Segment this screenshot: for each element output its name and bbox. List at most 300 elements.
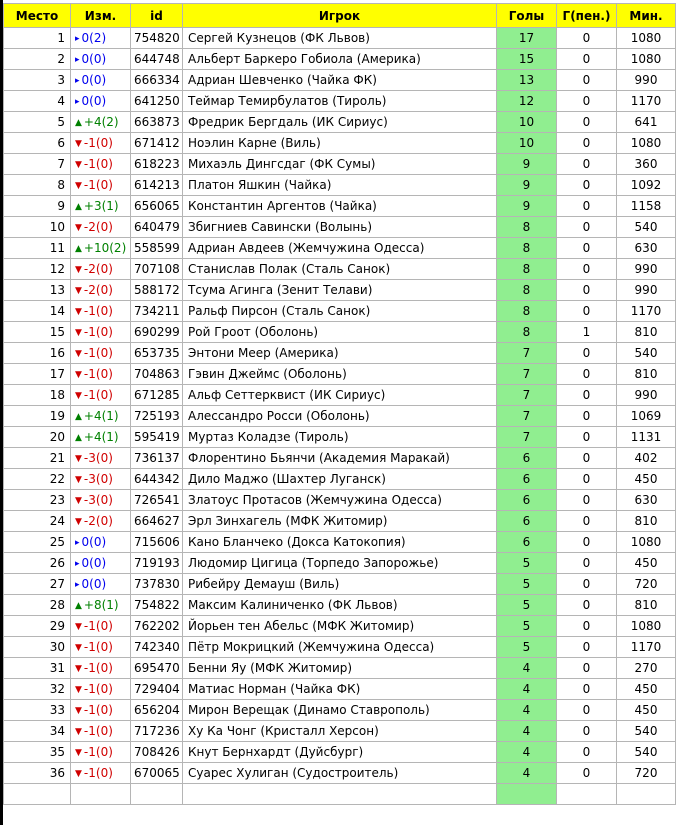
change-value: -1(0) xyxy=(83,766,113,780)
table-row xyxy=(4,658,676,679)
change-value: 0(0) xyxy=(81,94,107,108)
change-value: -1(0) xyxy=(83,703,113,717)
cell-minutes: 450 xyxy=(617,553,676,574)
table-row xyxy=(4,406,676,427)
cell-id: 653735 xyxy=(131,343,183,364)
arrow-up-icon: ▲ xyxy=(75,601,82,611)
table-row xyxy=(4,721,676,742)
cell-minutes: 810 xyxy=(617,595,676,616)
cell-id: 588172 xyxy=(131,280,183,301)
table-row xyxy=(4,637,676,658)
table-row xyxy=(4,553,676,574)
cell-change xyxy=(71,532,131,553)
cell-place: 20 xyxy=(4,427,71,448)
change-value: +4(1) xyxy=(83,409,119,423)
cell-id: 644748 xyxy=(131,49,183,70)
cell-minutes: 1170 xyxy=(617,91,676,112)
change-value: -1(0) xyxy=(83,724,113,738)
cell-id: 670065 xyxy=(131,763,183,784)
cell-player[interactable]: Йорьен тен Абельс (МФК Житомир) xyxy=(183,616,497,637)
cell-place: 5 xyxy=(4,112,71,133)
arrow-right-icon: ▸ xyxy=(75,580,80,590)
table-row xyxy=(4,70,676,91)
cell-goals: 6 xyxy=(497,469,557,490)
arrow-right-icon: ▸ xyxy=(75,538,80,548)
cell-player[interactable]: Людомир Цигица (Торпедо Запорожье) xyxy=(183,553,497,574)
cell-id: 717236 xyxy=(131,721,183,742)
table-row xyxy=(4,679,676,700)
cell-pen: 0 xyxy=(557,238,617,259)
cell-goals: 8 xyxy=(497,280,557,301)
cell-change xyxy=(71,448,131,469)
table-row xyxy=(4,616,676,637)
change-value: 0(0) xyxy=(81,556,107,570)
table-row xyxy=(4,322,676,343)
cell-player[interactable]: Фредрик Бергдаль (ИК Сириус) xyxy=(183,112,497,133)
cell-pen: 0 xyxy=(557,742,617,763)
cell-minutes: 630 xyxy=(617,238,676,259)
table-row xyxy=(4,154,676,175)
cell-player[interactable]: Бенни Яу (МФК Житомир) xyxy=(183,658,497,679)
cell-minutes: 641 xyxy=(617,112,676,133)
cell-player[interactable]: Альф Сеттерквист (ИК Сириус) xyxy=(183,385,497,406)
change-value: -3(0) xyxy=(83,451,113,465)
table-row xyxy=(4,49,676,70)
cell-pen: 0 xyxy=(557,112,617,133)
cell-place: 25 xyxy=(4,532,71,553)
cell-place: 3 xyxy=(4,70,71,91)
cell-id: 719193 xyxy=(131,553,183,574)
arrow-up-icon: ▲ xyxy=(75,433,82,443)
cell-pen: 0 xyxy=(557,427,617,448)
header-minutes[interactable]: Мин. xyxy=(617,4,676,28)
table-row xyxy=(4,574,676,595)
cell-change xyxy=(71,679,131,700)
cell-change xyxy=(71,763,131,784)
arrow-down-icon: ▼ xyxy=(75,769,82,779)
cell-goals: 8 xyxy=(497,322,557,343)
cell-goals: 15 xyxy=(497,49,557,70)
cell-change xyxy=(71,595,131,616)
cell-place: 23 xyxy=(4,490,71,511)
cell-place: 7 xyxy=(4,154,71,175)
cell-minutes: 720 xyxy=(617,763,676,784)
cell-pen: 0 xyxy=(557,511,617,532)
cell-pen: 0 xyxy=(557,616,617,637)
cell-player[interactable]: Суарес Хулиган (Судостроитель) xyxy=(183,763,497,784)
header-pen[interactable]: Г(пен.) xyxy=(557,4,617,28)
arrow-right-icon: ▸ xyxy=(75,55,80,65)
change-value: -1(0) xyxy=(83,682,113,696)
header-id[interactable]: id xyxy=(131,4,183,28)
cell-id: 663873 xyxy=(131,112,183,133)
change-value: -3(0) xyxy=(83,472,113,486)
cell-id: 695470 xyxy=(131,658,183,679)
arrow-up-icon: ▲ xyxy=(75,118,82,128)
cell-id: 671285 xyxy=(131,385,183,406)
cell-minutes: 360 xyxy=(617,154,676,175)
table-body xyxy=(4,28,676,805)
cell-goals: 17 xyxy=(497,28,557,49)
arrow-down-icon: ▼ xyxy=(75,286,82,296)
cell-id: 754822 xyxy=(131,595,183,616)
cell-goals: 9 xyxy=(497,175,557,196)
cell-change xyxy=(71,259,131,280)
cell-player[interactable]: Энтони Меер (Америка) xyxy=(183,343,497,364)
arrow-down-icon: ▼ xyxy=(75,454,82,464)
cell-player[interactable]: Максим Калиниченко (ФК Львов) xyxy=(183,595,497,616)
cell-player[interactable]: Ху Ка Чонг (Кристалл Херсон) xyxy=(183,721,497,742)
cell-goals: 9 xyxy=(497,196,557,217)
cell-goals: 10 xyxy=(497,133,557,154)
cell-change xyxy=(71,658,131,679)
arrow-down-icon: ▼ xyxy=(75,685,82,695)
arrow-down-icon: ▼ xyxy=(75,181,82,191)
cell-goals: 7 xyxy=(497,427,557,448)
cell-change xyxy=(71,217,131,238)
cell-pen: 0 xyxy=(557,553,617,574)
cell-minutes: 540 xyxy=(617,343,676,364)
arrow-down-icon: ▼ xyxy=(75,475,82,485)
cell-pen: 0 xyxy=(557,721,617,742)
cell-place: 9 xyxy=(4,196,71,217)
cell-goals: 6 xyxy=(497,448,557,469)
cell-player[interactable]: Адриан Авдеев (Жемчужина Одесса) xyxy=(183,238,497,259)
cell-player[interactable]: Кано Бланчеко (Докса Катокопия) xyxy=(183,532,497,553)
change-value: -1(0) xyxy=(83,346,113,360)
cell-minutes: 1170 xyxy=(617,301,676,322)
cell-goals: 4 xyxy=(497,658,557,679)
cell-minutes: 1158 xyxy=(617,196,676,217)
cell-minutes: 1080 xyxy=(617,28,676,49)
cell-id: 671412 xyxy=(131,133,183,154)
cell-goals: 4 xyxy=(497,763,557,784)
cell-goals: 4 xyxy=(497,679,557,700)
arrow-right-icon: ▸ xyxy=(75,34,80,44)
arrow-down-icon: ▼ xyxy=(75,223,82,233)
cell-goals: 5 xyxy=(497,553,557,574)
cell-pen: 0 xyxy=(557,154,617,175)
cell-place: 27 xyxy=(4,574,71,595)
cell-minutes: 1131 xyxy=(617,427,676,448)
cell-pen: 0 xyxy=(557,448,617,469)
change-value: -1(0) xyxy=(83,304,113,318)
change-value: +4(1) xyxy=(83,430,119,444)
cell-player[interactable]: Збигниев Савински (Волынь) xyxy=(183,217,497,238)
cell-player[interactable]: Златоус Протасов (Жемчужина Одесса) xyxy=(183,490,497,511)
cell-pen: 0 xyxy=(557,763,617,784)
cell-place: 34 xyxy=(4,721,71,742)
cell-change xyxy=(71,406,131,427)
cell-change xyxy=(71,70,131,91)
cell-goals: 4 xyxy=(497,742,557,763)
arrow-down-icon: ▼ xyxy=(75,370,82,380)
cell-player[interactable]: Пётр Мокрицкий (Жемчужина Одесса) xyxy=(183,637,497,658)
cell-player[interactable]: Эрл Зинхагель (МФК Житомир) xyxy=(183,511,497,532)
change-value: -1(0) xyxy=(83,388,113,402)
cell-place: 13 xyxy=(4,280,71,301)
cell-pen: 0 xyxy=(557,490,617,511)
cell-pen: 0 xyxy=(557,658,617,679)
cell-place: 32 xyxy=(4,679,71,700)
cell-minutes: 1170 xyxy=(617,637,676,658)
cell-pen: 0 xyxy=(557,385,617,406)
cell-change xyxy=(71,553,131,574)
cell-goals: 5 xyxy=(497,637,557,658)
cell-id: 666334 xyxy=(131,70,183,91)
cell-player[interactable]: Рибейру Демауш (Виль) xyxy=(183,574,497,595)
cell-minutes: 810 xyxy=(617,322,676,343)
change-value: 0(2) xyxy=(81,31,107,45)
cell-id: 640479 xyxy=(131,217,183,238)
cell-minutes: 990 xyxy=(617,259,676,280)
header-change[interactable]: Изм. xyxy=(71,4,131,28)
cell-id: 734211 xyxy=(131,301,183,322)
cell-place: 12 xyxy=(4,259,71,280)
cell-pen: 0 xyxy=(557,679,617,700)
table-row xyxy=(4,112,676,133)
cell-place: 24 xyxy=(4,511,71,532)
cell-player[interactable]: Флорентино Бьянчи (Академия Маракай) xyxy=(183,448,497,469)
cell-id: 558599 xyxy=(131,238,183,259)
change-value: -1(0) xyxy=(83,157,113,171)
cell-place: 15 xyxy=(4,322,71,343)
cell-minutes: 810 xyxy=(617,364,676,385)
cell-goals: 5 xyxy=(497,574,557,595)
cell-place: 17 xyxy=(4,364,71,385)
table-row xyxy=(4,595,676,616)
arrow-down-icon: ▼ xyxy=(75,139,82,149)
cell-player[interactable]: Гэвин Джеймс (Оболонь) xyxy=(183,364,497,385)
table-row xyxy=(4,301,676,322)
cell-goals: 4 xyxy=(497,721,557,742)
cell-minutes: 450 xyxy=(617,469,676,490)
cell-place: 21 xyxy=(4,448,71,469)
cell-place: 1 xyxy=(4,28,71,49)
cell-player[interactable]: Алессандро Росси (Оболонь) xyxy=(183,406,497,427)
cell-player[interactable]: Сергей Кузнецов (ФК Львов) xyxy=(183,28,497,49)
cell-pen: 0 xyxy=(557,343,617,364)
cell-goals: 8 xyxy=(497,238,557,259)
cell-minutes: 1092 xyxy=(617,175,676,196)
change-value: 0(0) xyxy=(81,52,107,66)
cell-minutes: 1080 xyxy=(617,49,676,70)
arrow-down-icon: ▼ xyxy=(75,496,82,506)
cell-id: 614213 xyxy=(131,175,183,196)
arrow-down-icon: ▼ xyxy=(75,307,82,317)
arrow-down-icon: ▼ xyxy=(75,391,82,401)
cell-player[interactable]: Матиас Норман (Чайка ФК) xyxy=(183,679,497,700)
cell-goals: 7 xyxy=(497,406,557,427)
change-value: -2(0) xyxy=(83,220,113,234)
cell-minutes: 450 xyxy=(617,679,676,700)
change-value: -1(0) xyxy=(83,325,113,339)
cell-place: 8 xyxy=(4,175,71,196)
arrow-down-icon: ▼ xyxy=(75,706,82,716)
cell-id: 595419 xyxy=(131,427,183,448)
cell-change xyxy=(71,385,131,406)
arrow-down-icon: ▼ xyxy=(75,664,82,674)
scorers-table xyxy=(3,3,676,805)
cell-minutes: 810 xyxy=(617,511,676,532)
cell-pen: 0 xyxy=(557,574,617,595)
cell-player[interactable]: Константин Аргентов (Чайка) xyxy=(183,196,497,217)
cell-goals: 6 xyxy=(497,490,557,511)
cell-minutes: 1080 xyxy=(617,532,676,553)
arrow-down-icon: ▼ xyxy=(75,643,82,653)
cell-pen: 0 xyxy=(557,91,617,112)
cell-pen: 0 xyxy=(557,28,617,49)
cell-place: 22 xyxy=(4,469,71,490)
cell-pen: 0 xyxy=(557,133,617,154)
change-value: -1(0) xyxy=(83,745,113,759)
arrow-up-icon: ▲ xyxy=(75,244,82,254)
cell-place: 36 xyxy=(4,763,71,784)
cell-change xyxy=(71,721,131,742)
cell-id: 708426 xyxy=(131,742,183,763)
cell-id: 737830 xyxy=(131,574,183,595)
cell-place: 16 xyxy=(4,343,71,364)
cell-player[interactable]: Платон Яшкин (Чайка) xyxy=(183,175,497,196)
table-row xyxy=(4,133,676,154)
cell-place: 28 xyxy=(4,595,71,616)
cell-player[interactable]: Дило Маджо (Шахтер Луганск) xyxy=(183,469,497,490)
cell-minutes: 540 xyxy=(617,721,676,742)
cell-player[interactable]: Михаэль Дингсдаг (ФК Сумы) xyxy=(183,154,497,175)
cell-player[interactable]: Мирон Верещак (Динамо Ставрополь) xyxy=(183,700,497,721)
cell-player[interactable]: Кнут Бернхардт (Дуйсбург) xyxy=(183,742,497,763)
table-row xyxy=(4,700,676,721)
cell-player[interactable]: Ральф Пирсон (Сталь Санок) xyxy=(183,301,497,322)
change-value: -2(0) xyxy=(83,262,113,276)
change-value: 0(0) xyxy=(81,535,107,549)
cell-minutes: 1080 xyxy=(617,616,676,637)
arrow-right-icon: ▸ xyxy=(75,97,80,107)
cell-minutes: 1069 xyxy=(617,406,676,427)
cell-pen: 0 xyxy=(557,595,617,616)
cell-id: 726541 xyxy=(131,490,183,511)
cell-goals: 7 xyxy=(497,385,557,406)
change-value: -2(0) xyxy=(83,514,113,528)
cell-id: 664627 xyxy=(131,511,183,532)
arrow-up-icon: ▲ xyxy=(75,412,82,422)
cell-change xyxy=(71,343,131,364)
cell-place: 33 xyxy=(4,700,71,721)
table-row xyxy=(4,259,676,280)
table-row xyxy=(4,469,676,490)
cell-place: 31 xyxy=(4,658,71,679)
cell-player[interactable]: Станислав Полак (Сталь Санок) xyxy=(183,259,497,280)
cell-goals: 7 xyxy=(497,343,557,364)
header-goals[interactable]: Голы xyxy=(497,4,557,28)
cell-player[interactable]: Тсума Агинга (Зенит Телави) xyxy=(183,280,497,301)
cell-pen: 0 xyxy=(557,280,617,301)
cell-pen: 1 xyxy=(557,322,617,343)
cell-change xyxy=(71,427,131,448)
cell-minutes: 630 xyxy=(617,490,676,511)
change-value: -3(0) xyxy=(83,493,113,507)
cell-id: 736137 xyxy=(131,448,183,469)
cell-minutes: 720 xyxy=(617,574,676,595)
cell-player[interactable]: Адриан Шевченко (Чайка ФК) xyxy=(183,70,497,91)
cell-change xyxy=(71,469,131,490)
arrow-down-icon: ▼ xyxy=(75,517,82,527)
table-row xyxy=(4,364,676,385)
cell-minutes: 990 xyxy=(617,280,676,301)
cell-change xyxy=(71,322,131,343)
cell-player[interactable]: Муртаз Коладзе (Тироль) xyxy=(183,427,497,448)
cell-minutes: 990 xyxy=(617,70,676,91)
change-value: -1(0) xyxy=(83,661,113,675)
table-row xyxy=(4,175,676,196)
change-value: +10(2) xyxy=(83,241,127,255)
cell-goals: 6 xyxy=(497,532,557,553)
cell-goals: 5 xyxy=(497,595,557,616)
cell-change xyxy=(71,637,131,658)
cell-id: 707108 xyxy=(131,259,183,280)
arrow-down-icon: ▼ xyxy=(75,748,82,758)
cell-goals: 12 xyxy=(497,91,557,112)
cell-change xyxy=(71,301,131,322)
arrow-right-icon: ▸ xyxy=(75,76,80,86)
cell-id: 704863 xyxy=(131,364,183,385)
header-player[interactable]: Игрок xyxy=(183,4,497,28)
cell-change xyxy=(71,280,131,301)
table-row xyxy=(4,490,676,511)
cell-id: 715606 xyxy=(131,532,183,553)
cell-change xyxy=(71,133,131,154)
cell-id: 690299 xyxy=(131,322,183,343)
cell-pen: 0 xyxy=(557,70,617,91)
cell-pen: 0 xyxy=(557,301,617,322)
cell-goals: 4 xyxy=(497,700,557,721)
change-value: -1(0) xyxy=(83,136,113,150)
table-row xyxy=(4,532,676,553)
cell-id: 725193 xyxy=(131,406,183,427)
cell-minutes: 1080 xyxy=(617,133,676,154)
cell-minutes: 450 xyxy=(617,700,676,721)
cell-player[interactable]: Теймар Темирбулатов (Тироль) xyxy=(183,91,497,112)
header-place[interactable]: Место xyxy=(4,4,71,28)
arrow-down-icon: ▼ xyxy=(75,727,82,737)
arrow-down-icon: ▼ xyxy=(75,349,82,359)
cell-pen: 0 xyxy=(557,532,617,553)
cell-minutes: 990 xyxy=(617,385,676,406)
cell-pen: 0 xyxy=(557,49,617,70)
cell-player[interactable]: Ноэлин Карне (Виль) xyxy=(183,133,497,154)
cell-pen: 0 xyxy=(557,175,617,196)
cell-goals: 8 xyxy=(497,259,557,280)
arrow-down-icon: ▼ xyxy=(75,265,82,275)
cell-minutes: 402 xyxy=(617,448,676,469)
table-row xyxy=(4,385,676,406)
change-value: +8(1) xyxy=(83,598,119,612)
cell-place: 19 xyxy=(4,406,71,427)
cell-pen: 0 xyxy=(557,196,617,217)
table-row-partial xyxy=(4,784,676,805)
cell-player[interactable]: Рой Гроот (Оболонь) xyxy=(183,322,497,343)
cell-place: 2 xyxy=(4,49,71,70)
cell-pen: 0 xyxy=(557,364,617,385)
cell-player[interactable]: Альберт Баркеро Гобиола (Америка) xyxy=(183,49,497,70)
cell-change xyxy=(71,28,131,49)
cell-change xyxy=(71,196,131,217)
cell-id: 656204 xyxy=(131,700,183,721)
arrow-down-icon: ▼ xyxy=(75,622,82,632)
cell-change xyxy=(71,490,131,511)
cell-place: 30 xyxy=(4,637,71,658)
cell-change xyxy=(71,574,131,595)
